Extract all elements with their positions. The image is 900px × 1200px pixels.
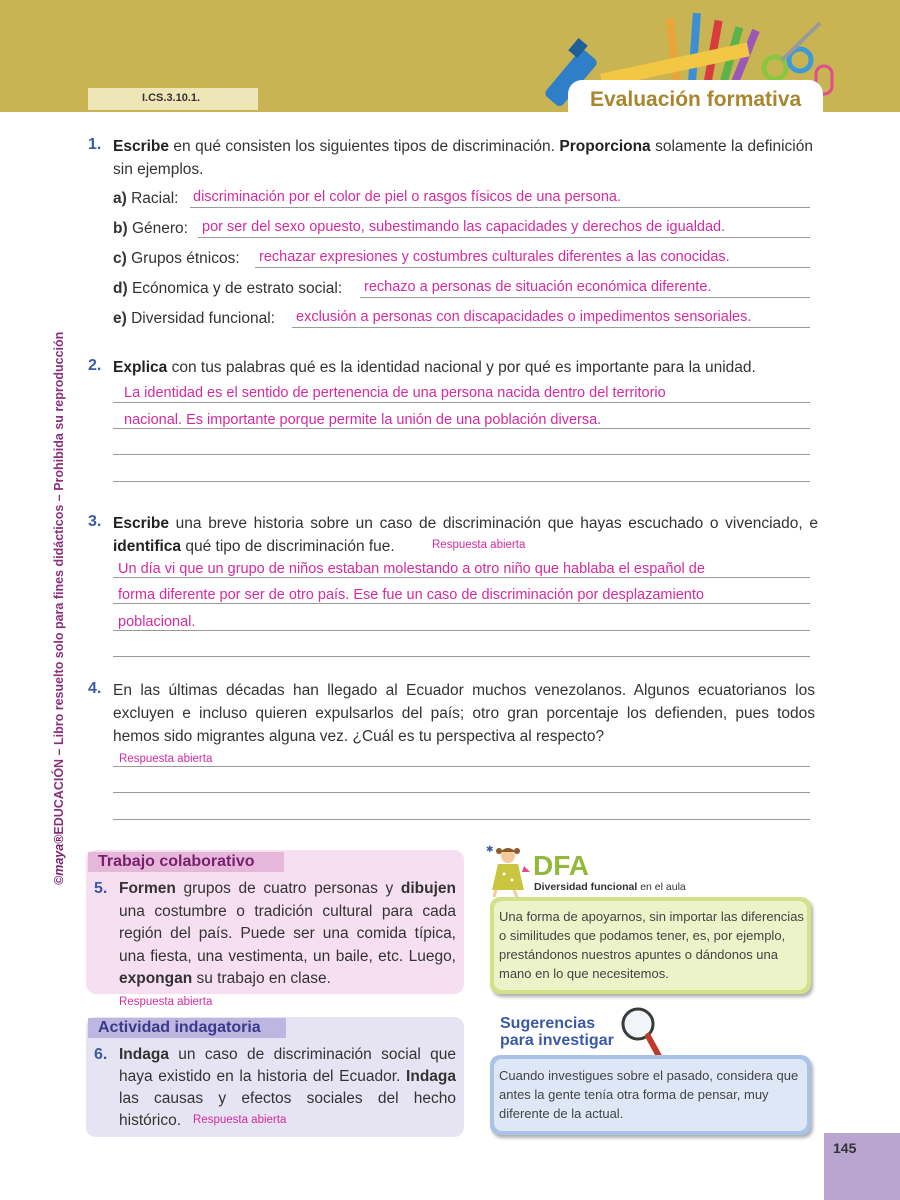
curriculum-code: I.CS.3.10.1. xyxy=(88,88,258,110)
suggestions-title xyxy=(500,1015,614,1049)
suggestions-title-line-2: para investigar xyxy=(500,1032,614,1049)
q1-item-b-letter: b) xyxy=(113,220,128,237)
question-2-number: 2. xyxy=(88,357,102,374)
q1-item-d xyxy=(113,280,342,298)
q1-verb-proporciona: Proporciona xyxy=(559,138,651,155)
q3-text-b: qué tipo de discriminación fue. xyxy=(181,538,395,555)
question-4-number: 4. xyxy=(88,680,102,697)
q5-verb-expongan: expongan xyxy=(119,970,193,987)
q3-verb-escribe: Escribe xyxy=(113,515,170,532)
q3-note: Respuesta abierta xyxy=(432,539,526,551)
q6-note: Respuesta abierta xyxy=(193,1114,287,1126)
page-title: Evaluación formativa xyxy=(590,88,802,111)
scissors-icon xyxy=(764,23,820,79)
q1-text-a: en qué consisten los siguientes tipos de discriminación. xyxy=(169,138,560,155)
q5-text-b: una costumbre o tradición cultural para cada región del país. Puede ser una comida típica, una fiesta, una vestimenta, un baile, etc. Luego, xyxy=(119,902,456,965)
answer-line xyxy=(113,603,810,604)
svg-text:✱: ✱ xyxy=(486,845,494,855)
question-4-prompt: En las últimas décadas han llegado al Ecuador muchos venezolanos. Algunos ecuatorianos los excluyen e incluso quieren expulsarlos del país; otro gran porcentaje los defienden, pues todos hemos sido migrantes alguna vez. ¿Cuál es tu perspectiva al respecto? xyxy=(113,682,815,745)
dfa-title: DFA xyxy=(533,850,589,881)
suggestions-text: Cuando investigues sobre el pasado, considera que antes la gente tenía otra forma de pensar, muy diferente de la actual. xyxy=(499,1068,799,1121)
q5-note: Respuesta abierta xyxy=(119,996,213,1008)
dfa-subtitle xyxy=(534,881,686,893)
q3-answer-line-2: forma diferente por ser de otro país. Ese fue un caso de discriminación por desplazamiento xyxy=(118,587,704,603)
collaborative-work-tag: Trabajo colaborativo xyxy=(88,852,284,872)
answer-line xyxy=(113,630,810,631)
q3-verb-identifica: identifica xyxy=(113,538,182,555)
q1-item-a-letter: a) xyxy=(113,190,127,207)
q3-answer-line-1: Un día vi que un grupo de niños estaban molestando a otro niño que hablaba el español de xyxy=(118,561,705,577)
q1-item-e-answer: exclusión a personas con discapacidades o impedimentos sensoriales. xyxy=(296,309,752,325)
answer-line xyxy=(113,577,810,578)
q1-item-d-label: Ecónomica y de estrato social: xyxy=(127,280,343,297)
q1-item-a xyxy=(113,190,178,208)
question-2-prompt xyxy=(113,356,813,379)
q6-text-a: un caso de discriminación social que haya existido en la historia del Ecuador. xyxy=(119,1046,456,1085)
q1-item-b-label: Género: xyxy=(127,220,188,237)
q1-item-c-answer: rechazar expresiones y costumbres culturales diferentes a las conocidas. xyxy=(259,249,730,265)
q2-text: con tus palabras qué es la identidad nacional y por qué es importante para la unidad. xyxy=(167,359,756,376)
answer-line xyxy=(113,792,810,793)
question-3-prompt xyxy=(113,512,818,558)
answer-line xyxy=(113,656,810,657)
dfa-text: Una forma de apoyarnos, sin importar las diferencias o similitudes que podamos tener, es, por ejemplo, prestándonos nuestros apuntes o dándonos una mano en lo que necesitemos. xyxy=(499,909,804,981)
q6-verb-indaga-1: Indaga xyxy=(119,1046,169,1063)
answer-line xyxy=(113,454,810,455)
q1-item-e-label: Diversidad funcional: xyxy=(126,310,275,327)
q1-item-d-answer: rechazo a personas de situación económica diferente. xyxy=(364,279,712,295)
q5-verb-formen: Formen xyxy=(119,880,176,897)
q1-item-c-letter: c) xyxy=(113,250,127,267)
q1-item-a-answer: discriminación por el color de piel o rasgos físicos de una persona. xyxy=(193,189,621,205)
q5-text-a: grupos de cuatro personas y xyxy=(175,880,401,897)
q3-answer-line-3: poblacional. xyxy=(118,614,196,630)
q1-item-b xyxy=(113,220,188,238)
answer-line xyxy=(113,766,810,767)
q5-verb-dibujen: dibujen xyxy=(400,880,456,897)
q1-item-c-label: Grupos étnicos: xyxy=(126,250,240,267)
q1-text-b: solamente la definición sin ejemplos. xyxy=(113,138,813,178)
copyright-text: EDUCACIÓN – Libro resuelto solo para fines didácticos – Prohibida su reproducción xyxy=(52,331,66,835)
answer-line xyxy=(113,819,810,820)
question-6-number: 6. xyxy=(94,1046,108,1063)
copyright-side-text xyxy=(52,332,66,885)
girl-character-icon xyxy=(484,842,534,898)
q2-answer-line-1: La identidad es el sentido de pertenencia de una persona nacida dentro del territorio xyxy=(124,385,666,401)
inquiry-activity-tag: Actividad indagatoria xyxy=(88,1018,286,1038)
answer-line xyxy=(255,267,810,268)
answer-line xyxy=(190,207,810,208)
q3-text-a: una breve historia sobre un caso de discriminación que hayas escuchado o vivenciado, e xyxy=(169,515,818,532)
q1-item-d-letter: d) xyxy=(113,280,128,297)
answer-line xyxy=(113,402,810,403)
question-1-number: 1. xyxy=(88,136,102,153)
brand-mark: ©maya® xyxy=(52,834,66,885)
q1-verb-escribe: Escribe xyxy=(113,138,170,155)
answer-line xyxy=(198,237,810,238)
q4-note: Respuesta abierta xyxy=(119,753,213,765)
q1-item-c xyxy=(113,250,240,268)
q1-item-b-answer: por ser del sexo opuesto, subestimando las capacidades y derechos de igualdad. xyxy=(202,219,726,235)
question-5-number: 5. xyxy=(94,880,108,897)
q1-item-e-letter: e) xyxy=(113,310,127,327)
q6-verb-indaga-2: Indaga xyxy=(406,1068,456,1085)
answer-line xyxy=(113,481,810,482)
q2-verb-explica: Explica xyxy=(113,359,168,376)
answer-line xyxy=(113,428,810,429)
dfa-subtitle-bold: Diversidad funcional xyxy=(534,881,638,893)
answer-line xyxy=(292,327,810,328)
question-3-number: 3. xyxy=(88,513,102,530)
suggestions-title-line-1: Sugerencias xyxy=(500,1015,596,1032)
q6-text-b: las causas y efectos sociales del hecho histórico. xyxy=(119,1090,456,1129)
dfa-subtitle-rest: en el aula xyxy=(637,881,686,893)
question-6-prompt xyxy=(119,1044,456,1132)
q5-text-c: su trabajo en clase. xyxy=(192,970,331,987)
answer-line xyxy=(360,297,810,298)
q1-item-a-label: Racial: xyxy=(126,190,179,207)
magnifying-glass-icon xyxy=(618,1004,666,1062)
q1-item-e xyxy=(113,310,275,328)
page-number: 145 xyxy=(833,1140,857,1156)
question-5-prompt xyxy=(119,878,456,991)
q2-answer-line-2: nacional. Es importante porque permite la unión de una población diversa. xyxy=(124,412,602,428)
question-1-prompt xyxy=(113,135,813,181)
